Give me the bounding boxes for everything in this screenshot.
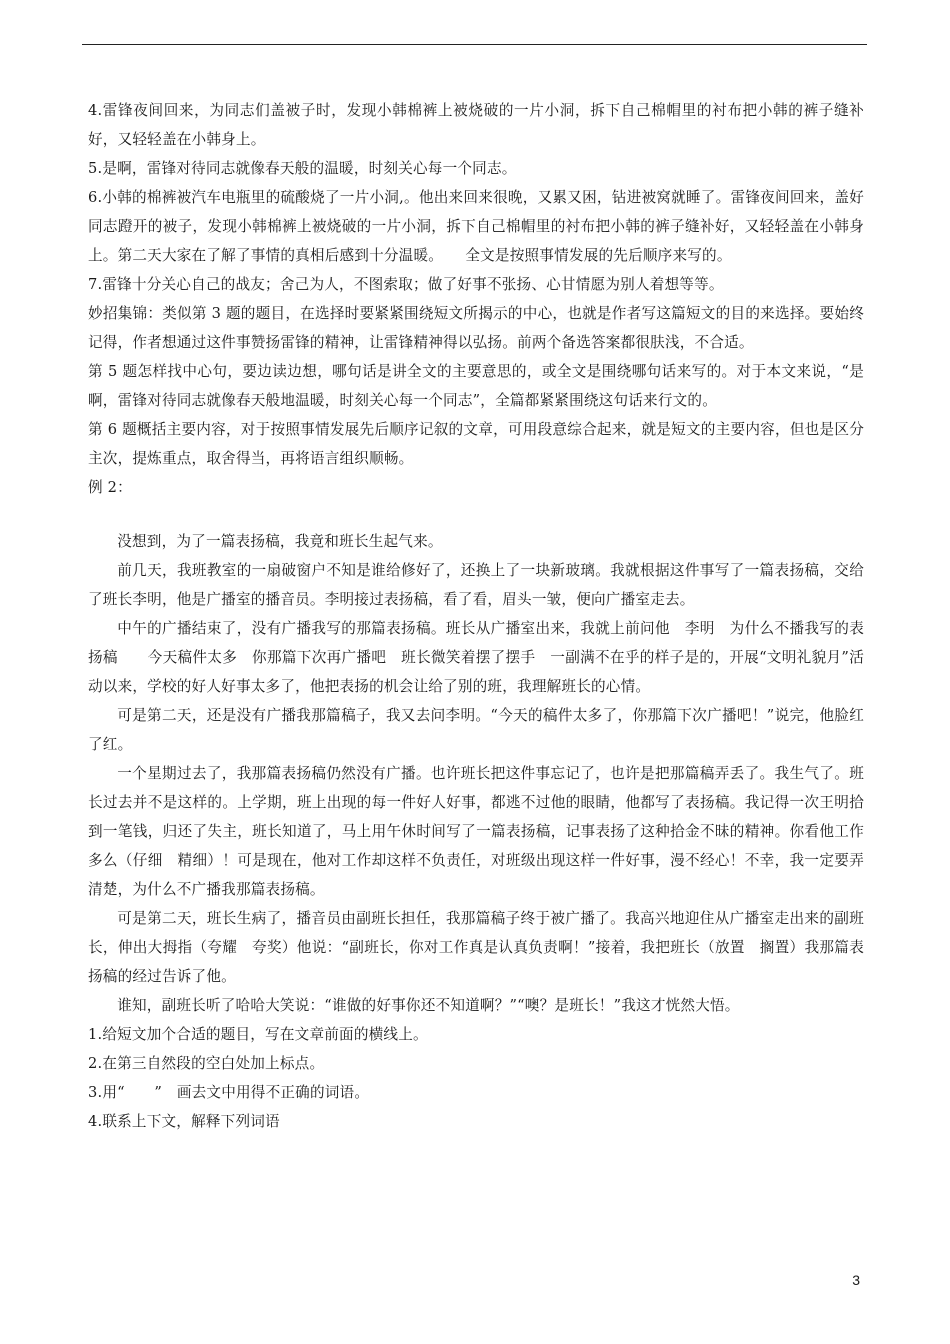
story-paragraph-1: 没想到，为了一篇表扬稿，我竟和班长生起气来。 xyxy=(117,533,443,550)
question-4: 4.联系上下文，解释下列词语 xyxy=(88,1113,280,1130)
question-2: 2.在第三自然段的空白处加上标点。 xyxy=(88,1055,325,1072)
answer-5: 5.是啊，雷锋对待同志就像春天般的温暖，时刻关心每一个同志。 xyxy=(88,160,517,177)
page-content xyxy=(88,96,864,1136)
story-paragraph-3: 中午的广播结束了，没有广播我写的那篇表扬稿。班长从广播室出来，我就上前问他 李明 为什么不播我写的表扬稿 今天稿件太多 你那篇下次再广播吧 班长微笑着摆了摆手 一副满不在乎的样子是的，开展“文明礼貌月”活动以来，学校的好人好事太多了，他把表扬的机会让给了别的班，我理解班长的心情。 xyxy=(88,620,864,695)
story-paragraph-5: 一个星期过去了，我那篇表扬稿仍然没有广播。也许班长把这件事忘记了，也许是把那篇稿弄丢了。我生气了。班长过去并不是这样的。上学期，班上出现的每一件好人好事，都逃不过他的眼睛，他都写了表扬稿。我记得一次王明拾到一笔钱，归还了失主，班长知道了，马上用午休时间写了一篇表扬稿，记事表扬了这种拾金不昧的精神。你看他工作多么（仔细 精细）！可是现在，他对工作却这样不负责任，对班级出现这样一件好事，漫不经心！不幸，我一定要弄清楚，为什么不广播我那篇表扬稿。 xyxy=(88,765,864,898)
tip-question-6: 第 6 题概括主要内容，对于按照事情发展先后顺序记叙的文章，可用段意综合起来，就是短文的主要内容，但也是区分主次，提炼重点，取舍得当，再将语言组织顺畅。 xyxy=(88,421,864,467)
header-rule xyxy=(82,44,867,45)
story-paragraph-4: 可是第二天，还是没有广播我那篇稿子，我又去问李明。“今天的稿件太多了，你那篇下次广播吧！”说完，他脸红了红。 xyxy=(88,707,864,753)
example-label: 例 2： xyxy=(88,479,132,496)
question-1: 1.给短文加个合适的题目，写在文章前面的横线上。 xyxy=(88,1026,428,1043)
tip-question-5: 第 5 题怎样找中心句，要边读边想，哪句话是讲全文的主要意思的，或全文是围绕哪句话来写的。对于本文来说，“是啊，雷锋对待同志就像春天般地温暖，时刻关心每一个同志”，全篇都紧紧围绕这句话来行文的。 xyxy=(88,363,864,409)
answer-6: 6.小韩的棉裤被汽车电瓶里的硫酸烧了一片小洞,。他出来回来很晚，又累又困，钻进被窝就睡了。雷锋夜间回来，盖好同志蹬开的被子，发现小韩棉裤上被烧破的一片小洞，拆下自己棉帽里的衬布把小韩的裤子缝补好，又轻轻盖在小韩身上。第二天大家在了解了事情的真相后感到十分温暖。 全文是按照事情发展的先后顺序来写的。 xyxy=(88,189,864,264)
blank-title-line xyxy=(88,502,864,527)
story-paragraph-2: 前几天，我班教室的一扇破窗户不知是谁给修好了，还换上了一块新玻璃。我就根据这件事写了一篇表扬稿，交给了班长李明，他是广播室的播音员。李明接过表扬稿，看了看，眉头一皱，便向广播室走去。 xyxy=(88,562,864,608)
story-paragraph-6: 可是第二天，班长生病了，播音员由副班长担任，我那篇稿子终于被广播了。我高兴地迎住从广播室走出来的副班长，伸出大拇指（夸耀 夸奖）他说：“副班长，你对工作真是认真负责啊！”接着，我把班长（放置 搁置）我那篇表扬稿的经过告诉了他。 xyxy=(88,910,864,985)
story-paragraph-7: 谁知，副班长听了哈哈大笑说：“谁做的好事你还不知道啊？”“噢？是班长！”我这才恍然大悟。 xyxy=(117,997,740,1014)
answer-7: 7.雷锋十分关心自己的战友；舍己为人，不图索取；做了好事不张扬、心甘情愿为别人着想等等。 xyxy=(88,276,724,293)
page-number: 3 xyxy=(852,1272,860,1288)
question-3: 3.用“ ” 画去文中用得不正确的词语。 xyxy=(88,1084,370,1101)
tips-paragraph: 妙招集锦：类似第 3 题的题目，在选择时要紧紧围绕短文所揭示的中心，也就是作者写这篇短文的目的来选择。要始终记得，作者想通过这件事赞扬雷锋的精神，让雷锋精神得以弘扬。前两个备选答案都很肤浅，不合适。 xyxy=(88,305,864,351)
answer-4: 4.雷锋夜间回来，为同志们盖被子时，发现小韩棉裤上被烧破的一片小洞，拆下自己棉帽里的衬布把小韩的裤子缝补好，又轻轻盖在小韩身上。 xyxy=(88,102,864,148)
